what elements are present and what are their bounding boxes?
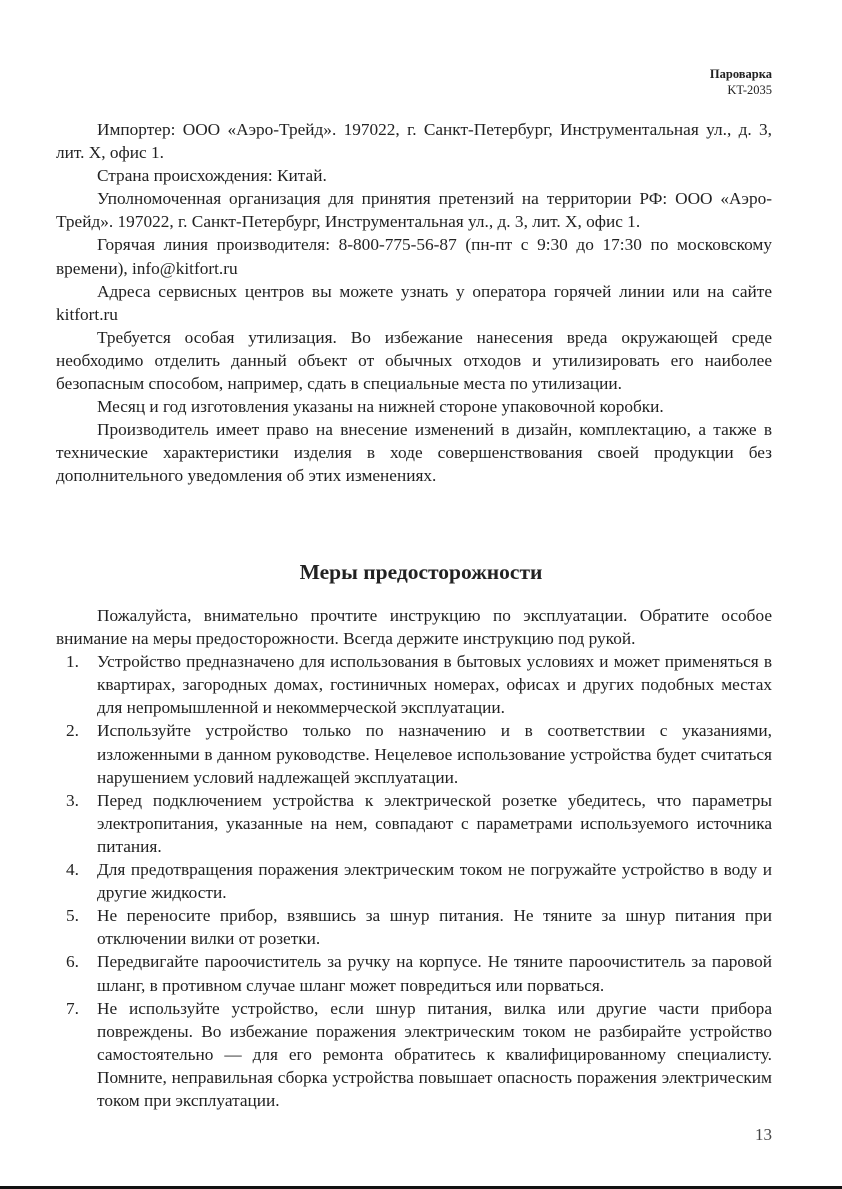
list-item [56, 950, 772, 996]
authorized-org-paragraph: Уполномоченная организация для принятия претензий на территории РФ: ООО «Аэро-Трейд». 197022, г. Санкт-Петербург, Инструментальная ул., д. 3, лит. Х, офис 1. [56, 189, 772, 232]
safety-intro: Пожалуйста, внимательно прочтите инструкцию по эксплуатации. Обратите особое внимание на меры предосторожности. Всегда держите инструкцию под рукой. [56, 606, 772, 649]
changes-paragraph: Производитель имеет право на внесение изменений в дизайн, комплектацию, а также в технические характеристики изделия в ходе совершенствования своей продукции без дополнительного уведомления об этих изменениях. [56, 420, 772, 486]
importer-paragraph: Импортер: ООО «Аэро-Трейд». 197022, г. Санкт-Петербург, Инструментальная ул., д. 3, лит. Х, офис 1. [56, 120, 772, 163]
page-number: 13 [755, 1125, 772, 1144]
list-item [56, 997, 772, 1112]
precautions-list [56, 650, 772, 1112]
item-text: Передвигайте пароочиститель за ручку на корпусе. Не тяните пароочиститель за паровой шланг, в противном случае шланг может повредиться или порваться. [97, 952, 772, 995]
item-number: 4. [66, 860, 79, 880]
item-number: 6. [66, 952, 79, 972]
origin-paragraph: Страна происхождения: Китай. [97, 166, 327, 186]
manufacture-date-paragraph: Месяц и год изготовления указаны на нижней стороне упаковочной коробки. [97, 397, 664, 417]
hotline-paragraph: Горячая линия производителя: 8-800-775-56-87 (пн-пт с 9:30 до 17:30 по московскому времени), info@kitfort.ru [56, 235, 772, 278]
list-item [56, 789, 772, 858]
item-number: 3. [66, 790, 79, 810]
item-text: Используйте устройство только по назначению и в соответствии с указаниями, изложенными в данном руководстве. Нецелевое использование устройства будет считаться нарушением условий надлежащей эксплуатации. [97, 721, 772, 787]
item-number: 5. [66, 906, 79, 926]
service-centers-paragraph: Адреса сервисных центров вы можете узнать у оператора горячей линии или на сайте kitfort.ru [56, 281, 772, 324]
safety-section [56, 604, 772, 1112]
item-number: 7. [66, 998, 79, 1018]
item-text: Устройство предназначено для использования в бытовых условиях и может применяться в квартирах, загородных домах, гостиничных номерах, офисах и других подобных местах для непромышленной и некоммерческой эксплуатации. [97, 652, 772, 718]
item-text: Перед подключением устройства к электрической розетке убедитесь, что параметры электропитания, указанные на нем, совпадают с параметрами используемого источника питания. [97, 790, 772, 856]
item-text: Не используйте устройство, если шнур питания, вилка или другие части прибора повреждены. Во избежание поражения электрическим током не разбирайте устройство самостоятельно — для его ремонта обратитесь к квалифицированному специалисту. Помните, неправильная сборка устройства повышает опасность поражения электрическим током при эксплуатации. [97, 998, 772, 1110]
list-item [56, 650, 772, 719]
model-number: KT-2035 [727, 83, 772, 97]
item-text: Для предотвращения поражения электрическим током не погружайте устройство в воду и другие жидкости. [97, 860, 772, 903]
item-text: Не переносите прибор, взявшись за шнур питания. Не тяните за шнур питания при отключении вилки от розетки. [97, 906, 772, 949]
product-name: Пароварка [709, 67, 772, 81]
list-item [56, 858, 772, 904]
info-section [56, 118, 772, 488]
disposal-paragraph: Требуется особая утилизация. Во избежание нанесения вреда окружающей среде необходимо отделить данный объект от обычных отходов и утилизировать его наиболее безопасным способом, например, сдать в специальные места по утилизации. [56, 327, 772, 394]
list-item [56, 719, 772, 788]
section-title: Меры предосторожности [299, 560, 543, 584]
item-number: 2. [66, 721, 79, 741]
list-item [56, 904, 772, 950]
page-header [710, 66, 772, 98]
item-number: 1. [66, 652, 79, 672]
